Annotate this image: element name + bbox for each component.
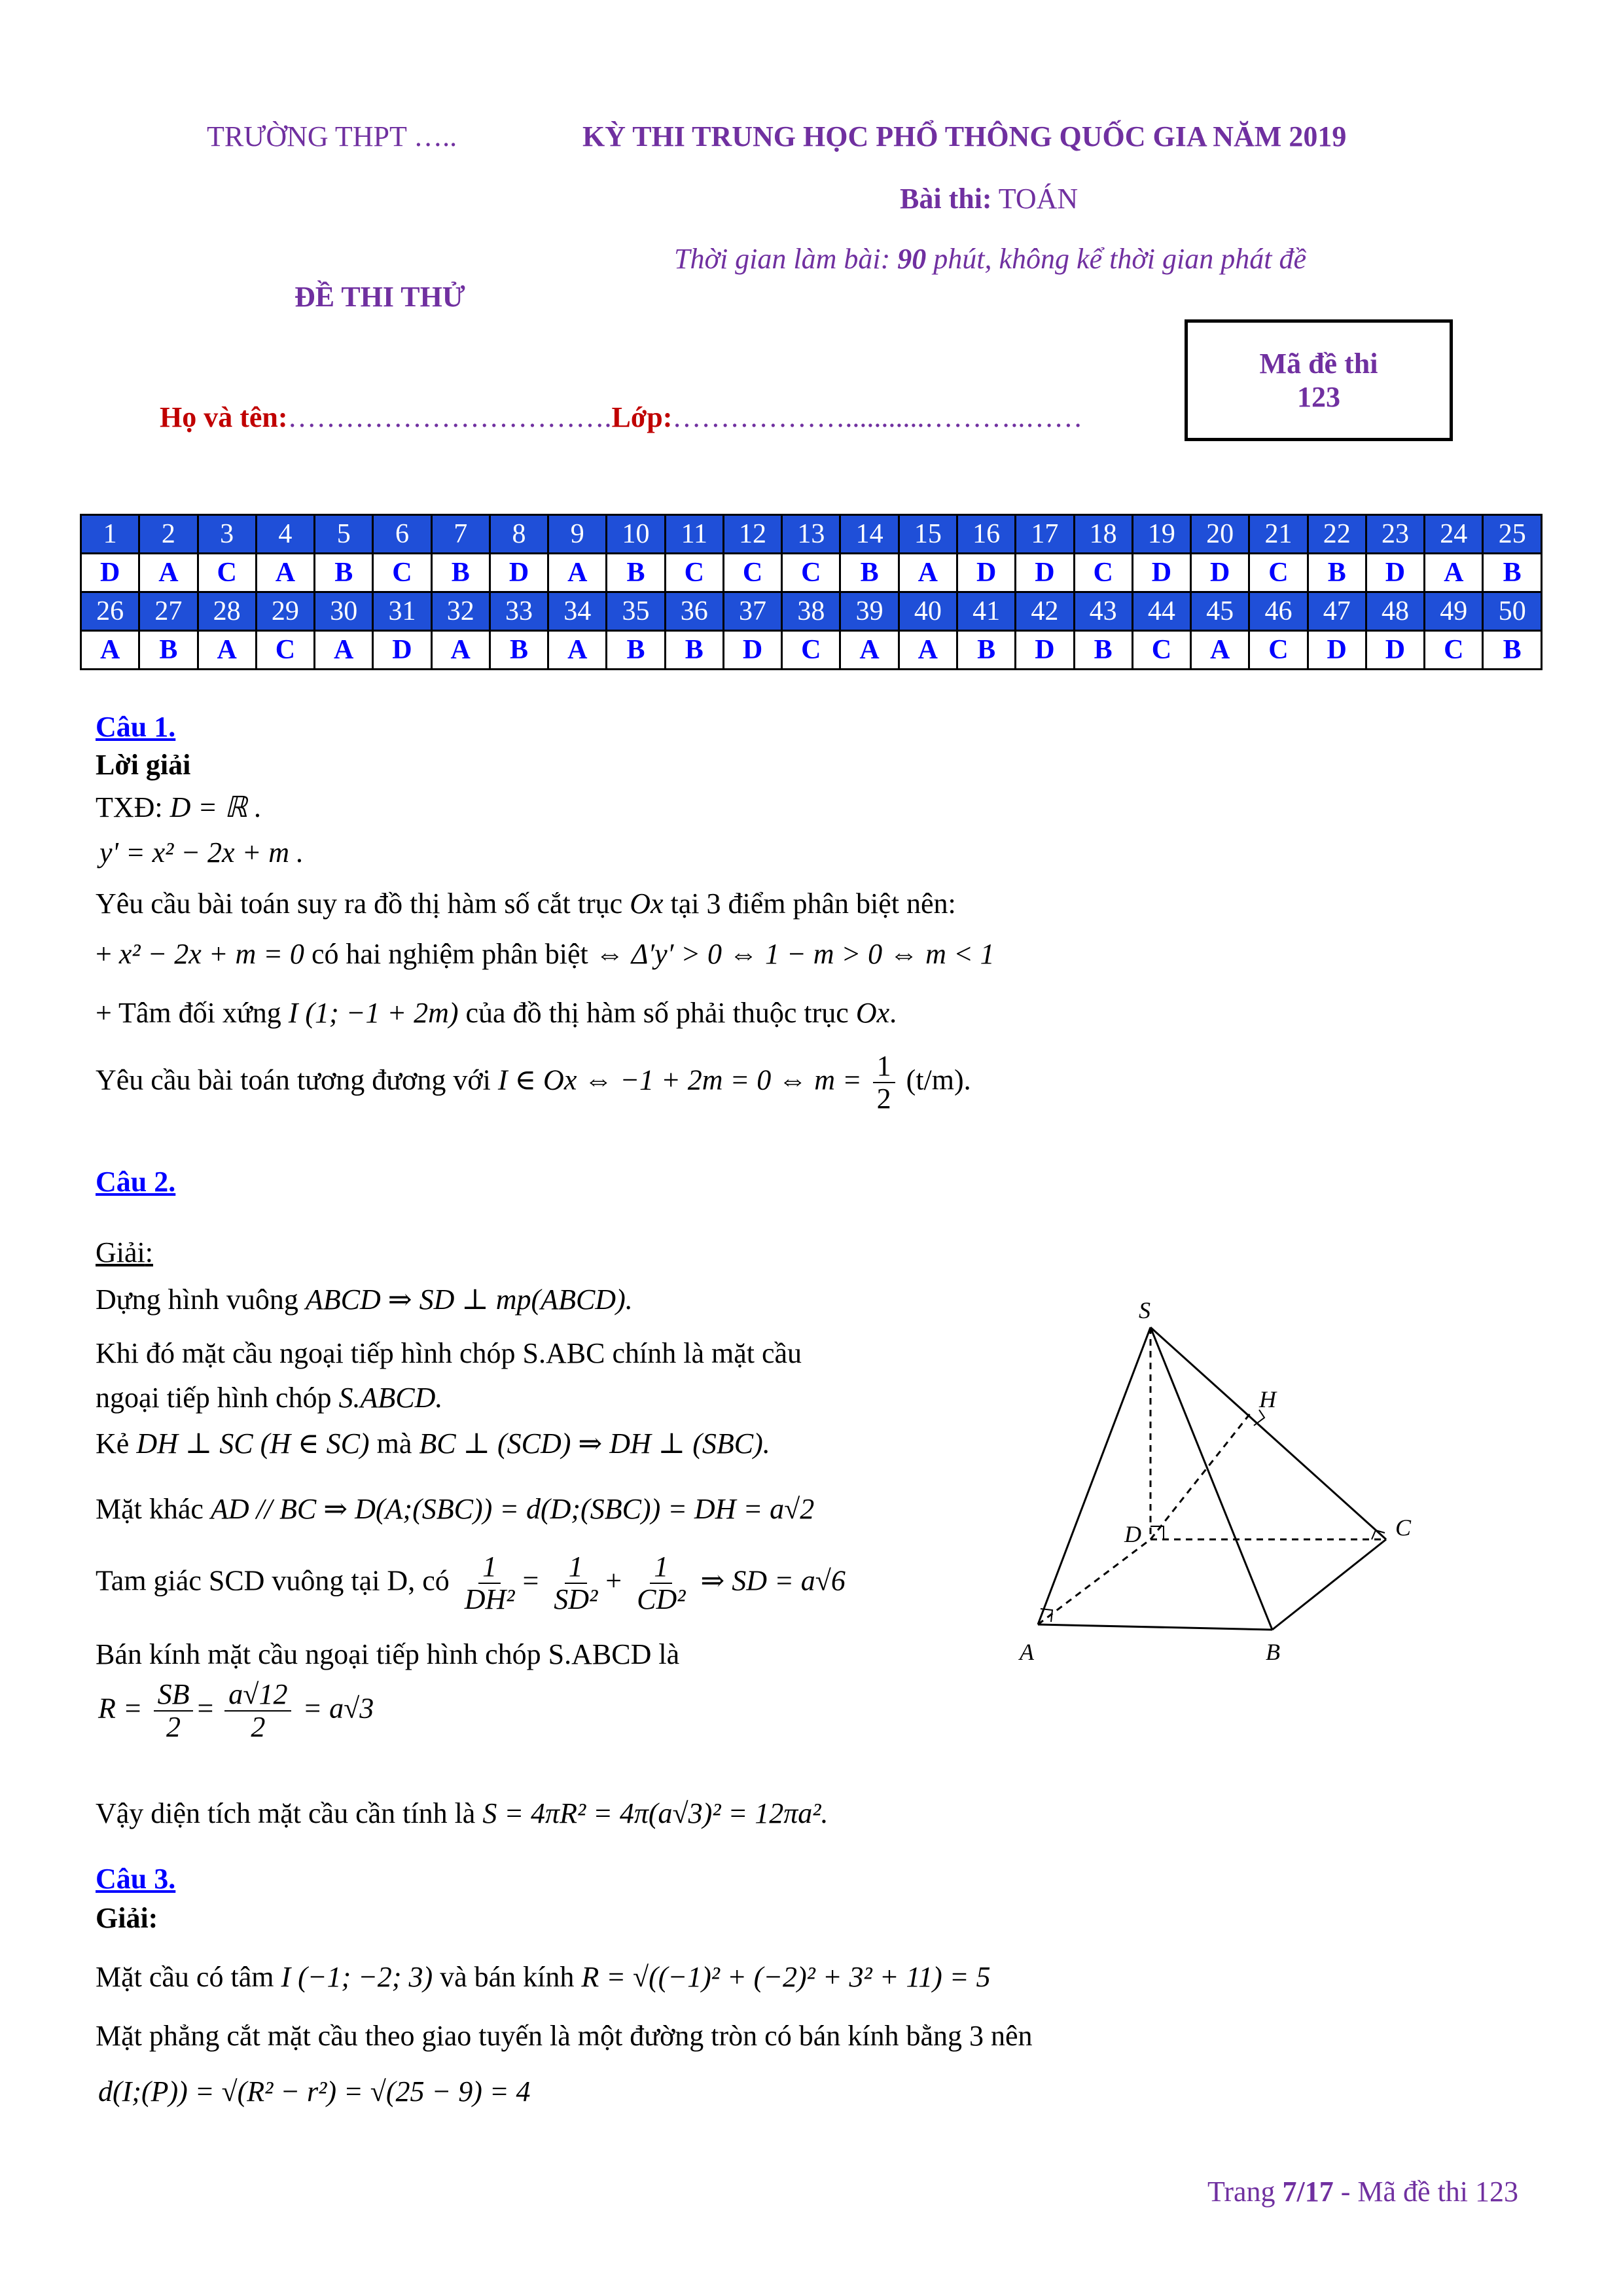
answer-number-cell: 1 (81, 515, 139, 554)
name-label: Họ và tên: (160, 401, 288, 433)
answer-letter-cell: C (256, 631, 314, 670)
q3-line1-mid: và bán kính (440, 1961, 575, 1993)
answer-letter-cell: D (1016, 631, 1074, 670)
q2-line5-text: Mặt khác (96, 1493, 204, 1525)
answer-number-cell: 34 (548, 592, 607, 631)
footer-prefix: Trang (1207, 2176, 1275, 2208)
answer-letter-cell: D (1366, 554, 1424, 592)
name-dots: ……………………………. (287, 401, 612, 433)
answer-letter-cell: B (431, 554, 490, 592)
answer-letter-cell: A (431, 631, 490, 670)
answer-number-cell: 26 (81, 592, 139, 631)
answer-key-row-numbers-1 (81, 515, 1542, 554)
q1-condition-1 (96, 937, 995, 972)
answer-letter-cell: A (840, 631, 899, 670)
answer-letter-cell: C (1425, 631, 1483, 670)
answer-letter-cell: D (490, 554, 548, 592)
right-angle-c (1372, 1530, 1385, 1539)
answer-number-cell: 15 (899, 515, 957, 554)
q2-frac1-den: DH² (464, 1583, 515, 1616)
exam-code-box (1185, 319, 1453, 441)
q2-line-6: Tam giác SCD vuông tại D, có $\frac{1}{\text{DH²}}$ = $\frac{1}{\text{SD²}}$ + $\frac{1}{\text{CD²}}$ ⇒ SD = a√6 (96, 1551, 846, 1616)
time-line (674, 242, 1306, 276)
answer-number-cell: 41 (957, 592, 1015, 631)
answer-letter-cell: C (1074, 554, 1132, 592)
q3-line-1 (96, 1960, 991, 1995)
school-name: TRƯỜNG THPT ….. (207, 120, 457, 152)
edge-sb (1150, 1327, 1272, 1630)
q1-frac-num: 1 (873, 1050, 895, 1083)
answer-number-cell: 31 (373, 592, 431, 631)
answer-letter-cell: C (782, 554, 840, 592)
answer-number-cell: 23 (1366, 515, 1424, 554)
answer-letter-cell: C (1132, 631, 1190, 670)
q1-requirement-end: điểm phân biệt nên: (728, 888, 956, 920)
q2-frac2-num: 1 (565, 1551, 587, 1584)
q2-line-1 (96, 1283, 633, 1318)
answer-letter-cell: B (1074, 631, 1132, 670)
q1-conclusion-math: I ∈ Ox ⇔ −1 + 2m = 0 ⇔ m = (497, 1064, 862, 1096)
answer-letter-cell: B (490, 631, 548, 670)
label-b: B (1266, 1639, 1280, 1665)
answer-number-cell: 33 (490, 592, 548, 631)
label-d: D (1124, 1521, 1141, 1547)
q1-cond2-text: + Tâm đối xứng (96, 997, 281, 1029)
answer-letter-cell: D (81, 554, 139, 592)
answer-number-cell: 32 (431, 592, 490, 631)
time-prefix: Thời gian làm bài: (674, 243, 891, 275)
answer-number-cell: 16 (957, 515, 1015, 554)
answer-number-cell: 21 (1249, 515, 1308, 554)
answer-key-row-numbers-2 (81, 592, 1542, 631)
answer-number-cell: 14 (840, 515, 899, 554)
answer-number-cell: 4 (256, 515, 314, 554)
page-footer (1207, 2175, 1518, 2208)
answer-letter-cell: D (1366, 631, 1424, 670)
q1-txd-label: TXĐ: (96, 791, 163, 823)
q2-frac-2 (550, 1551, 601, 1616)
q2-line-4 (96, 1427, 770, 1462)
q1-requirement (96, 887, 956, 922)
q3-line1-text: Mặt cầu có tâm (96, 1961, 274, 1993)
answer-number-cell: 48 (1366, 592, 1424, 631)
answer-letter-cell: B (1483, 631, 1542, 670)
time-value: 90 (897, 243, 927, 275)
answer-letter-cell: A (899, 631, 957, 670)
q1-conclusion-text: Yêu cầu bài toán tương đương với (96, 1064, 491, 1096)
answer-letter-cell: C (782, 631, 840, 670)
q1-conclusion (96, 1050, 971, 1115)
label-s: S (1139, 1297, 1150, 1323)
label-h: H (1259, 1386, 1276, 1412)
q2-frac3-num: 1 (650, 1551, 672, 1584)
edge-bc (1272, 1539, 1386, 1630)
answer-letter-cell: A (1191, 631, 1249, 670)
student-info-line (160, 401, 1082, 434)
answer-number-cell: 11 (665, 515, 723, 554)
q2-solution-label: Giải: (96, 1236, 153, 1268)
answer-letter-cell: D (1308, 631, 1366, 670)
q1-txd-math: D = ℝ . (169, 791, 262, 823)
answer-number-cell: 44 (1132, 592, 1190, 631)
answer-letter-cell: C (198, 554, 256, 592)
answer-letter-cell: D (373, 631, 431, 670)
answer-number-cell: 10 (607, 515, 665, 554)
q1-cond1-text: có hai nghiệm phân biệt (311, 938, 588, 970)
q2-line-8 (96, 1797, 828, 1831)
q2-r-frac-1 (154, 1679, 194, 1744)
q3-solution-label: Giải: (96, 1902, 158, 1934)
q2-frac-1 (461, 1551, 519, 1616)
time-suffix: phút, không kể thời gian phát đề (933, 243, 1307, 275)
q1-derivative: y' = x² − 2x + m . (99, 836, 304, 869)
edge-ab (1038, 1624, 1272, 1630)
q1-conclusion-tail: (t/m). (906, 1064, 971, 1096)
q1-cond2-axis: Ox (855, 997, 890, 1029)
answer-number-cell: 39 (840, 592, 899, 631)
q2-line3-text: ngoại tiếp hình chóp (96, 1382, 332, 1414)
exam-code-label: Mã đề thi (1259, 348, 1378, 380)
q3-center: I (−1; −2; 3) (281, 1961, 433, 1993)
q2-line4-mid: mà (376, 1427, 412, 1460)
class-dots: ………………...........………..…… (672, 401, 1083, 433)
answer-number-cell: 5 (315, 515, 373, 554)
answer-number-cell: 42 (1016, 592, 1074, 631)
answer-letter-cell: A (1425, 554, 1483, 592)
q2-frac-3 (633, 1551, 689, 1616)
answer-letter-cell: D (723, 631, 781, 670)
q2-rfrac2-den: 2 (251, 1711, 266, 1744)
q2-rfrac1-den: 2 (166, 1711, 181, 1744)
answer-number-cell: 13 (782, 515, 840, 554)
answer-number-cell: 28 (198, 592, 256, 631)
answer-number-cell: 17 (1016, 515, 1074, 554)
q2-rfrac2-num: a√12 (224, 1679, 291, 1712)
answer-letter-cell: B (315, 554, 373, 592)
q3-line-2: Mặt phẳng cắt mặt cầu theo giao tuyến là một đường tròn có bán kính bằng 3 nên (96, 2020, 1033, 2052)
answer-letter-cell: A (256, 554, 314, 592)
answer-number-cell: 50 (1483, 592, 1542, 631)
answer-letter-cell: D (1016, 554, 1074, 592)
answer-letter-cell: A (899, 554, 957, 592)
answer-letter-cell: B (1483, 554, 1542, 592)
q2-line8-text: Vậy diện tích mặt cầu cần tính là (96, 1797, 476, 1829)
answer-letter-cell: A (139, 554, 198, 592)
q1-cond1-math: ⇔ Δ′y′ > 0 ⇔ 1 − m > 0 ⇔ m < 1 (595, 938, 995, 970)
answer-number-cell: 7 (431, 515, 490, 554)
answer-number-cell: 30 (315, 592, 373, 631)
q2-line-2: Khi đó mặt cầu ngoại tiếp hình chóp S.ABC chính là mặt cầu (96, 1337, 802, 1369)
answer-letter-cell: B (607, 554, 665, 592)
q1-cond1-eq: x² − 2x + m = 0 (118, 938, 304, 970)
q1-solution-label: Lời giải (96, 749, 191, 781)
q1-requirement-num: 3 (706, 888, 721, 920)
answer-letter-cell: C (1249, 554, 1308, 592)
pyramid-figure (1008, 1289, 1427, 1695)
answer-number-cell: 35 (607, 592, 665, 631)
answer-number-cell: 47 (1308, 592, 1366, 631)
subject-value: TOÁN (998, 183, 1079, 215)
q1-requirement-text: Yêu cầu bài toán suy ra đồ thị hàm số cắt trục (96, 888, 623, 920)
answer-letter-cell: B (607, 631, 665, 670)
q2-frac2-den: SD² (554, 1583, 598, 1616)
subject-line (900, 182, 1078, 215)
answer-number-cell: 43 (1074, 592, 1132, 631)
q2-line6-text: Tam giác SCD vuông tại D, có (96, 1564, 450, 1597)
answer-number-cell: 18 (1074, 515, 1132, 554)
answer-number-cell: 22 (1308, 515, 1366, 554)
q2-line1-math: ABCD ⇒ SD ⊥ mp(ABCD). (305, 1283, 633, 1316)
answer-letter-cell: B (840, 554, 899, 592)
q1-requirement-axis: Ox (630, 888, 664, 920)
answer-letter-cell: D (957, 554, 1015, 592)
answer-number-cell: 36 (665, 592, 723, 631)
answer-number-cell: 9 (548, 515, 607, 554)
answer-letter-cell: A (548, 631, 607, 670)
footer-exam-code: - Mã đề thi 123 (1340, 2176, 1519, 2208)
answer-letter-cell: C (1249, 631, 1308, 670)
q1-requirement-mid: tại (670, 888, 700, 920)
q1-title: Câu 1. (96, 711, 176, 743)
q2-line-7: Bán kính mặt cầu ngoại tiếp hình chóp S.ABCD là (96, 1638, 680, 1670)
answer-number-cell: 2 (139, 515, 198, 554)
answer-number-cell: 37 (723, 592, 781, 631)
q2-line4-math1: DH ⊥ SC (H ∈ SC) (136, 1427, 370, 1460)
edge-dh (1150, 1414, 1250, 1539)
q1-frac-den: 2 (876, 1083, 891, 1115)
exam-code-value: 123 (1297, 381, 1340, 413)
trial-label: ĐỀ THI THỬ (294, 281, 465, 313)
answer-number-cell: 6 (373, 515, 431, 554)
q2-line5-math: AD // BC ⇒ D(A;(SBC)) = d(D;(SBC)) = DH = a√2 (210, 1493, 815, 1525)
class-label: Lớp: (611, 401, 673, 433)
q1-cond2-math: I (1; −1 + 2m) (288, 997, 459, 1029)
q1-condition-2: + Tâm đối xứng I (1; −1 + 2m) của đồ thị hàm số phải thuộc trục Ox. (96, 997, 897, 1029)
answer-number-cell: 38 (782, 592, 840, 631)
q2-line8-math: S = 4πR² = 4π(a√3)² = 12πa². (482, 1797, 829, 1829)
q2-r-frac-2 (224, 1679, 291, 1744)
answer-letter-cell: B (1308, 554, 1366, 592)
q1-fraction (873, 1050, 895, 1115)
q2-line-5 (96, 1492, 814, 1527)
q3-line-3: d(I;(P)) = √(R² − r²) = √(25 − 9) = 4 (98, 2075, 531, 2108)
answer-number-cell: 46 (1249, 592, 1308, 631)
answer-number-cell: 8 (490, 515, 548, 554)
answer-letter-cell: B (665, 631, 723, 670)
q3-title: Câu 3. (96, 1863, 176, 1895)
q3-radius: R = √((−1)² + (−2)² + 3² + 11) = 5 (581, 1961, 991, 1993)
q2-title: Câu 2. (96, 1166, 176, 1198)
answer-number-cell: 19 (1132, 515, 1190, 554)
q2-line6-tail: ⇒ SD = a√6 (700, 1564, 846, 1597)
answer-number-cell: 25 (1483, 515, 1542, 554)
q1-txd (96, 791, 262, 825)
q2-r-label: R = (98, 1692, 143, 1725)
q2-frac3-den: CD² (637, 1583, 686, 1616)
q2-line4-math2: BC ⊥ (SCD) ⇒ DH ⊥ (SBC). (419, 1427, 770, 1460)
answer-number-cell: 29 (256, 592, 314, 631)
edge-sa (1038, 1327, 1150, 1624)
answer-letter-cell: A (548, 554, 607, 592)
exam-title: KỲ THI TRUNG HỌC PHỔ THÔNG QUỐC GIA NĂM 2019 (582, 120, 1347, 152)
subject-label: Bài thi: (900, 183, 992, 215)
answer-letter-cell: D (1191, 554, 1249, 592)
answer-letter-cell: B (957, 631, 1015, 670)
answer-number-cell: 27 (139, 592, 198, 631)
answer-key-row-answers-2 (81, 631, 1542, 670)
q2-r-tail: = a√3 (302, 1692, 374, 1725)
answer-letter-cell: C (665, 554, 723, 592)
answer-number-cell: 49 (1425, 592, 1483, 631)
q2-line3-math: S.ABCD. (338, 1382, 443, 1414)
answer-letter-cell: A (198, 631, 256, 670)
label-c: C (1395, 1515, 1412, 1541)
q2-radius: R = $\frac{SB}{2}$ = $\frac{a√12}{2}$ = a√3 (98, 1678, 374, 1744)
label-a: A (1020, 1639, 1034, 1665)
q1-cond1-prefix: + (96, 938, 112, 970)
answer-letter-cell: C (373, 554, 431, 592)
q2-line-3 (96, 1381, 442, 1416)
answer-key-table (80, 514, 1543, 670)
q1-cond2-end: của đồ thị hàm số phải thuộc trục (465, 997, 849, 1029)
answer-letter-cell: A (315, 631, 373, 670)
q2-frac1-num: 1 (478, 1551, 501, 1584)
q2-line1-text: Dựng hình vuông (96, 1283, 298, 1316)
answer-number-cell: 12 (723, 515, 781, 554)
footer-page-number: 7/17 (1282, 2176, 1334, 2208)
q2-line4-text: Kẻ (96, 1427, 130, 1460)
answer-letter-cell: A (81, 631, 139, 670)
q2-rfrac1-num: SB (154, 1679, 194, 1712)
answer-number-cell: 3 (198, 515, 256, 554)
answer-number-cell: 45 (1191, 592, 1249, 631)
answer-number-cell: 40 (899, 592, 957, 631)
answer-number-cell: 24 (1425, 515, 1483, 554)
answer-letter-cell: D (1132, 554, 1190, 592)
answer-letter-cell: B (139, 631, 198, 670)
answer-key-row-answers-1 (81, 554, 1542, 592)
q2-solution-text: Giải (96, 1236, 145, 1268)
answer-letter-cell: C (723, 554, 781, 592)
answer-number-cell: 20 (1191, 515, 1249, 554)
edge-sc (1150, 1327, 1386, 1539)
